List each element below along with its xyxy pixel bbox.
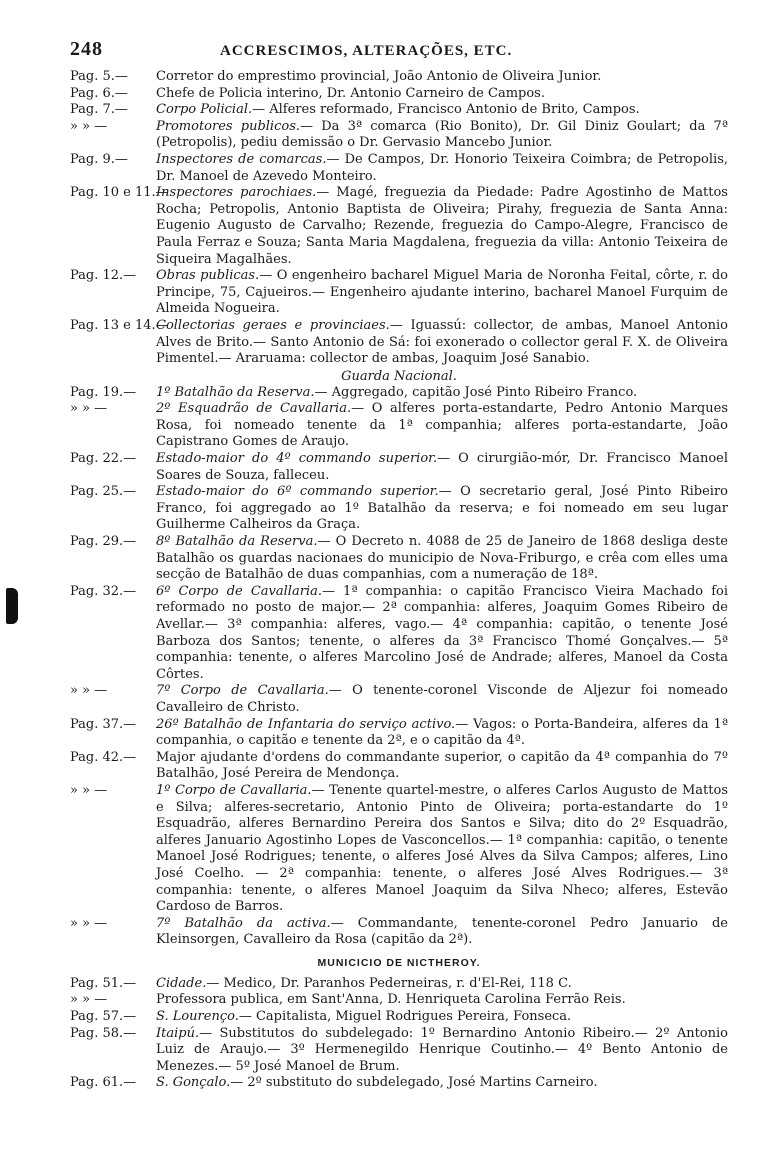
entry-label: Obras publicas. [156, 268, 260, 284]
entry [70, 1026, 728, 1076]
entry [70, 683, 728, 716]
entry [70, 385, 728, 402]
entry-reference: » » — [70, 118, 108, 134]
entry-text [156, 401, 728, 451]
entry-text [156, 69, 728, 86]
entry-text [156, 268, 728, 318]
entry-reference: » » — [70, 401, 108, 417]
entry-reference: » » — [70, 915, 108, 931]
entry-body: Corretor do emprestimo provincial, João Antonio de Oliveira Junior. [156, 69, 602, 84]
entry [70, 86, 728, 103]
entry-body: — Medico, Dr. Paranhos Pederneiras, r. d'El-Rei, 118 C. [206, 975, 572, 991]
entry-text [156, 717, 728, 750]
entry-body: — O Decreto n. 4088 de 25 de Janeiro de 1868 desliga deste Batalhão os guardas nacionaes do municipio de Nova-Friburgo, e crêa com elles uma secção de Batalhão de duas companhias, com a numeração de 18ª. [156, 534, 728, 583]
entry-reference: Pag. 51.— [70, 975, 137, 991]
entry-label: 7º Corpo de Cavallaria. [156, 683, 329, 699]
page-header [70, 38, 728, 61]
entry [70, 185, 728, 268]
entry-label: Cidade. [156, 975, 207, 991]
entry-body: — Aggregado, capitão José Pinto Ribeiro Franco. [314, 384, 638, 400]
entry [70, 119, 728, 152]
entry-reference: Pag. 61.— [70, 1075, 137, 1091]
entry-reference: » » — [70, 683, 108, 699]
entry [70, 451, 728, 484]
entry-body: — Magé, freguezia da Piedade: Padre Agostinho de Mattos Rocha; Petropolis, Antonio Baptista de Oliveira; Pirahy, freguezia de Santa Anna: Eugenio Augusto de Carvalho; Rezende, freguezia do Campo-Alegre, Francisco de Paula Ferraz e Souza; Santa Maria Magdalena, freguezia da villa: Antonio Teixeira de Siqueira Magalhães. [156, 185, 728, 267]
entry [70, 268, 728, 318]
entry [70, 102, 728, 119]
entry-body: — Alferes reformado, Francisco Antonio de Brito, Campos. [252, 102, 640, 118]
entry-body: — O alferes porta-estandarte, Pedro Antonio Marques Rosa, foi nomeado tenente da 1ª companhia; alferes porta-estandarte, João Capistrano Gomes de Araujo. [156, 401, 728, 450]
entry-reference: Pag. 5.— [70, 69, 128, 84]
entry-text [156, 318, 728, 368]
entry-body: — Da 3ª comarca (Rio Bonito), Dr. Gil Diniz Goulart; da 7ª (Petropolis), pediu demissão o Dr. Gervasio Mancebo Junior. [156, 118, 728, 151]
entry [70, 783, 728, 916]
entry [70, 750, 728, 783]
entry-text [156, 152, 728, 185]
entry [70, 992, 728, 1009]
entry-reference: Pag. 6.— [70, 85, 128, 101]
entry-body: — De Campos, Dr. Honorio Teixeira Coimbra; de Petropolis, Dr. Manoel de Azevedo Monteiro. [156, 151, 729, 184]
entry [70, 916, 728, 949]
entry-text [156, 976, 728, 993]
entry-label: 7º Batalhão da activa. [156, 915, 331, 931]
entry-label: Estado-maior do 6º commando superior. [156, 484, 439, 500]
entry-body: — O cirurgião-mór, Dr. Francisco Manoel Soares de Souza, falleceu. [156, 451, 728, 483]
entry [70, 717, 728, 750]
entry-label: 2º Esquadrão de Cavallaria. [156, 401, 352, 417]
entry-label: Estado-maior do 4º commando superior. [156, 451, 438, 467]
entry-body: Chefe de Policia interino, Dr. Antonio Carneiro de Campos. [156, 85, 545, 101]
entry-text [156, 1026, 728, 1076]
entry [70, 484, 728, 534]
entry-label: 6º Corpo de Cavallaria. [156, 583, 322, 599]
entry [70, 401, 728, 451]
entry-label: Collectorias geraes e provinciaes. [156, 317, 390, 333]
entry-body: — Commandante, tenente-coronel Pedro Januario de Kleinsorgen, Cavalleiro da Rosa (capitão da 2ª). [156, 915, 728, 948]
entry-reference: Pag. 7.— [70, 102, 128, 118]
entry-label: S. Lourenço. [156, 1009, 239, 1025]
entry-text [156, 86, 728, 103]
entry-label: Inspectores parochiaes. [156, 185, 317, 201]
entry [70, 584, 728, 684]
entry-body: — Tenente quartel-mestre, o alferes Carlos Augusto de Mattos e Silva; alferes-secretario, Antonio Pinto de Oliveira; porta-estandarte do 1º Esquadrão, alferes Bernardino Pereira dos Santos e Silva; dito do 2º Esquadrão, alferes Januario Agostinho Lopes de Vasconcellos.— 1ª companhia: capitão, o tenente Manoel José Rodrigues; tenente, o alferes José Alves da Silva Campos; alferes, Lino José Coelho. — 2ª companhia: tenente, o alferes José Alves Rodrigues.— 3ª companhia: tenente, o alferes Manoel Joaquim da Silva Nheco; alferes, Estevão Cardoso de Barros. [156, 782, 728, 915]
entry-text [156, 1075, 728, 1092]
entry-text [156, 484, 728, 534]
entry-label: 1º Corpo de Cavallaria. [156, 782, 312, 798]
entry-label: 26º Batalhão de Infantaria do serviço activo. [156, 716, 456, 732]
entry-reference: Pag. 57.— [70, 1009, 137, 1025]
entry [70, 534, 728, 584]
binding-mark [6, 588, 18, 624]
entry-body: — 2º substituto do subdelegado, José Martins Carneiro. [230, 1075, 598, 1091]
entry-reference: Pag. 32.— [70, 583, 137, 599]
entry-reference: » » — [70, 992, 108, 1008]
entry [70, 1009, 728, 1026]
entry-reference: Pag. 19.— [70, 384, 137, 400]
entry-label: 1º Batalhão da Reserva. [156, 384, 315, 400]
entry-text [156, 534, 728, 584]
entry-label: 8º Batalhão da Reserva. [156, 534, 318, 550]
entry-text [156, 783, 728, 916]
entry-text [156, 119, 728, 152]
section-heading-guarda-nacional: Guarda Nacional. [341, 368, 457, 384]
entry-reference: Pag. 9.— [70, 151, 128, 167]
entry-reference: Pag. 22.— [70, 451, 137, 467]
entry-label: Inspectores de comarcas. [156, 151, 327, 167]
section-heading-municipio: MUNICICIO DE NICTHEROY. [317, 956, 481, 969]
entry-label: Promotores publicos. [156, 118, 301, 134]
entry-reference: » » — [70, 782, 108, 798]
entry-text [156, 102, 728, 119]
entry-body: — Capitalista, Miguel Rodrigues Pereira, Fonseca. [238, 1009, 572, 1025]
entry-reference: Pag. 12.— [70, 268, 137, 284]
entry-body: — 1ª companhia: o capitão Francisco Vieira Machado foi reformado no posto de major.— 2ª companhia: alferes, Joaquim Gomes Ribeiro de Avellar.— 3ª companhia: alferes, vago.— 4ª companhia: capitão, o tenente José Barboza dos Santos; tenente, o alferes da 3ª Francisco Thomé Gonçalves.— 5ª companhia: tenente, o alferes Marcolino José de Andrade; alferes, Manoel da Costa Côrtes. [156, 583, 728, 682]
entry-reference: Pag. 37.— [70, 716, 137, 732]
running-head: ACCRESCIMOS, ALTERAÇÕES, ETC. [220, 43, 513, 59]
entry [70, 1075, 728, 1092]
entry-reference: Pag. 10 e 11.— [70, 185, 169, 201]
entry-text [156, 451, 728, 484]
entry-reference: Pag. 13 e 14.— [70, 317, 169, 333]
entry-label: Corpo Policial. [156, 102, 253, 118]
entry-body: — Iguassú: collector, de ambas, Manoel Antonio Alves de Brito.— Santo Antonio de Sá: foi exonerado o collector geral F. X. de Oliveira Pimentel.— Araruama: collector de ambas, Joaquim José Sanabio. [156, 317, 728, 367]
entry-body: Professora publica, em Sant'Anna, D. Henriqueta Carolina Ferrão Reis. [156, 992, 626, 1008]
entry-reference: Pag. 58.— [70, 1025, 137, 1041]
entry-reference: Pag. 25.— [70, 484, 137, 500]
entry-body: — O tenente-coronel Visconde de Aljezur foi nomeado Cavalleiro de Christo. [156, 683, 729, 715]
entry-text [156, 916, 728, 949]
entry [70, 69, 728, 86]
entry-text [156, 385, 728, 402]
entry [70, 318, 728, 368]
entry [70, 152, 728, 185]
entry-text [156, 584, 728, 684]
entry-reference: Pag. 42.— [70, 749, 137, 765]
entry-text [156, 750, 728, 783]
entry-label: S. Gonçalo. [156, 1075, 231, 1091]
entry-body: — O engenheiro bacharel Miguel Maria de Noronha Feital, côrte, r. do Principe, 75, Cajueiros.— Engenheiro ajudante interino, bacharel Manoel Furquim de Almeida Nogueira. [156, 268, 728, 317]
entry-body: Major ajudante d'ordens do commandante superior, o capitão da 4ª companhia do 7º Batalhão, José Pereira de Mendonça. [156, 749, 728, 782]
entries-list [70, 69, 728, 1092]
entry-body: — O secretario geral, José Pinto Ribeiro Franco, foi aggregado ao 1º Batalhão da reserva; e foi nomeado em seu lugar Guilherme Calheiros da Graça. [156, 484, 728, 533]
entry-text [156, 683, 728, 716]
entry-reference: Pag. 29.— [70, 534, 137, 550]
entry-text [156, 185, 728, 268]
entry-label: Itaipú. [156, 1025, 200, 1041]
entry-text [156, 992, 728, 1009]
page-number: 248 [70, 38, 103, 60]
entry-body: — Vagos: o Porta-Bandeira, alferes da 1ª companhia, o capitão e tenente da 2ª, e o capitão da 4ª. [156, 716, 729, 749]
entry [70, 976, 728, 993]
entry-body: — Substitutos do subdelegado: 1º Bernardino Antonio Ribeiro.— 2º Antonio Luiz de Araujo.— 3º Hermenegildo Henrique Coutinho.— 4º Bento Antonio de Menezes.— 5º José Manoel de Brum. [156, 1025, 728, 1074]
entry-text [156, 1009, 728, 1026]
